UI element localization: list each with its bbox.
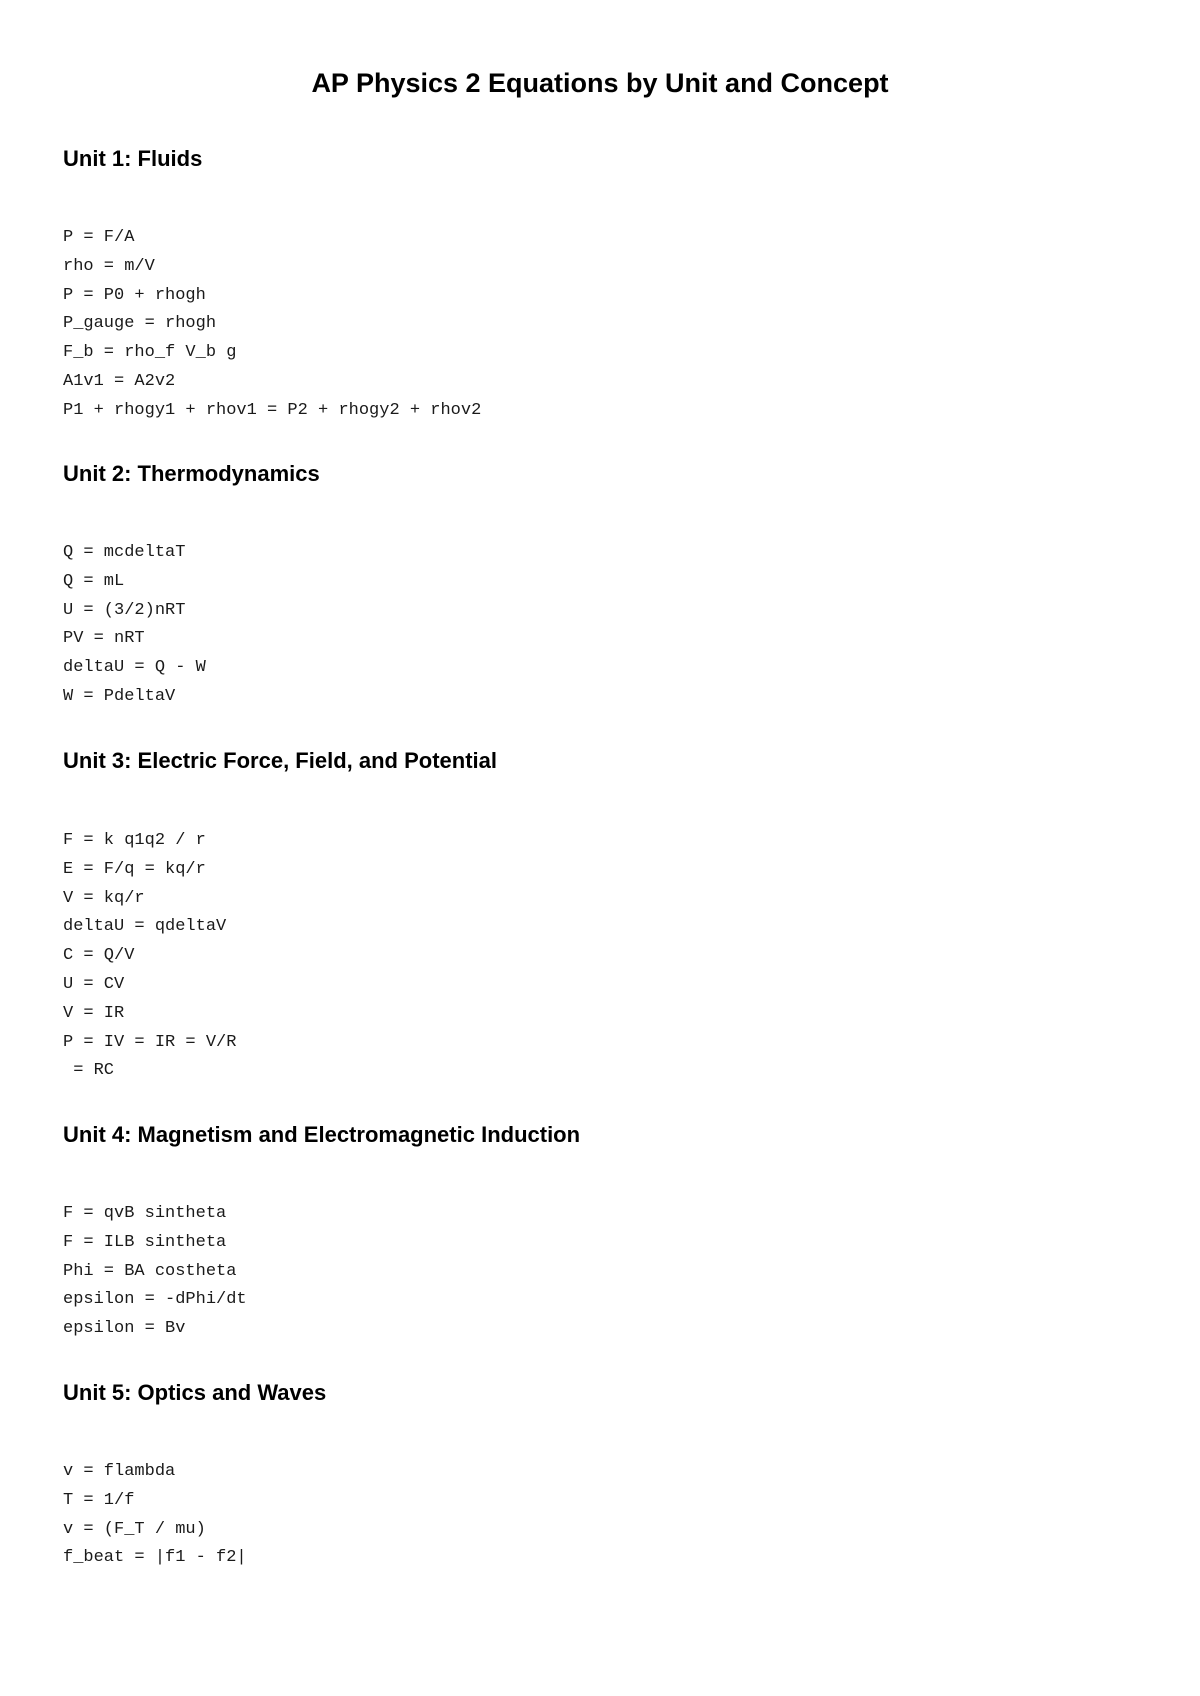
unit-5-equations bbox=[63, 1458, 247, 1573]
equation-line: rho = m/V bbox=[63, 256, 155, 276]
equation-line: deltaU = qdeltaV bbox=[63, 917, 227, 937]
unit-3-equations bbox=[63, 827, 236, 1086]
unit-4-heading: Unit 4: Magnetism and Electromagnetic Induction bbox=[63, 1122, 581, 1147]
equation-line: P = F/A bbox=[63, 228, 135, 247]
equation-line: P1 + rhogy1 + rhov1 = P2 + rhogy2 + rhov2 bbox=[63, 400, 482, 420]
page-title: AP Physics 2 Equations by Unit and Concept bbox=[311, 68, 889, 98]
unit-2-heading: Unit 2: Thermodynamics bbox=[63, 461, 320, 486]
equation-line: F = ILB sintheta bbox=[63, 1232, 227, 1252]
equation-line: f_beat = |f1 - f2| bbox=[63, 1548, 247, 1568]
equation-line: PV = nRT bbox=[63, 629, 145, 649]
unit-5-heading: Unit 5: Optics and Waves bbox=[63, 1380, 327, 1405]
equation-line: Phi = BA costheta bbox=[63, 1261, 237, 1281]
unit-1-equations bbox=[63, 224, 481, 426]
equation-line: epsilon = Bv bbox=[63, 1319, 186, 1339]
equation-line: W = PdeltaV bbox=[63, 686, 176, 706]
equation-line: U = (3/2)nRT bbox=[63, 600, 186, 620]
equation-line: C = Q/V bbox=[63, 946, 135, 966]
equation-line: A1v1 = A2v2 bbox=[63, 371, 176, 391]
equation-line: = RC bbox=[63, 1061, 115, 1081]
equation-line: T = 1/f bbox=[63, 1490, 135, 1510]
equation-line: P = P0 + rhogh bbox=[63, 285, 206, 305]
unit-2-equations bbox=[63, 539, 206, 712]
equation-line: Q = mL bbox=[63, 571, 125, 591]
equation-line: U = CV bbox=[63, 974, 125, 994]
equation-line: P_gauge = rhogh bbox=[63, 314, 217, 334]
equation-line: v = flambda bbox=[63, 1462, 176, 1481]
equation-line: v = (F_T / mu) bbox=[63, 1519, 206, 1539]
equation-line: E = F/q = kq/r bbox=[63, 859, 206, 879]
equation-line: F = qvB sintheta bbox=[63, 1204, 227, 1223]
equation-line: V = kq/r bbox=[63, 888, 145, 908]
unit-3-heading: Unit 3: Electric Force, Field, and Potential bbox=[63, 748, 497, 773]
equation-line: F_b = rho_f V_b g bbox=[63, 343, 237, 363]
equation-line: epsilon = -dPhi/dt bbox=[63, 1290, 247, 1310]
unit-4-equations bbox=[63, 1200, 247, 1344]
equation-line: F = k q1q2 / r bbox=[63, 831, 206, 850]
unit-1-heading: Unit 1: Fluids bbox=[63, 146, 203, 171]
equation-line: V = IR bbox=[63, 1003, 125, 1023]
equation-line: P = IV = IR = V/R bbox=[63, 1032, 237, 1052]
equation-line: Q = mcdeltaT bbox=[63, 543, 186, 562]
equation-line: deltaU = Q - W bbox=[63, 658, 206, 678]
